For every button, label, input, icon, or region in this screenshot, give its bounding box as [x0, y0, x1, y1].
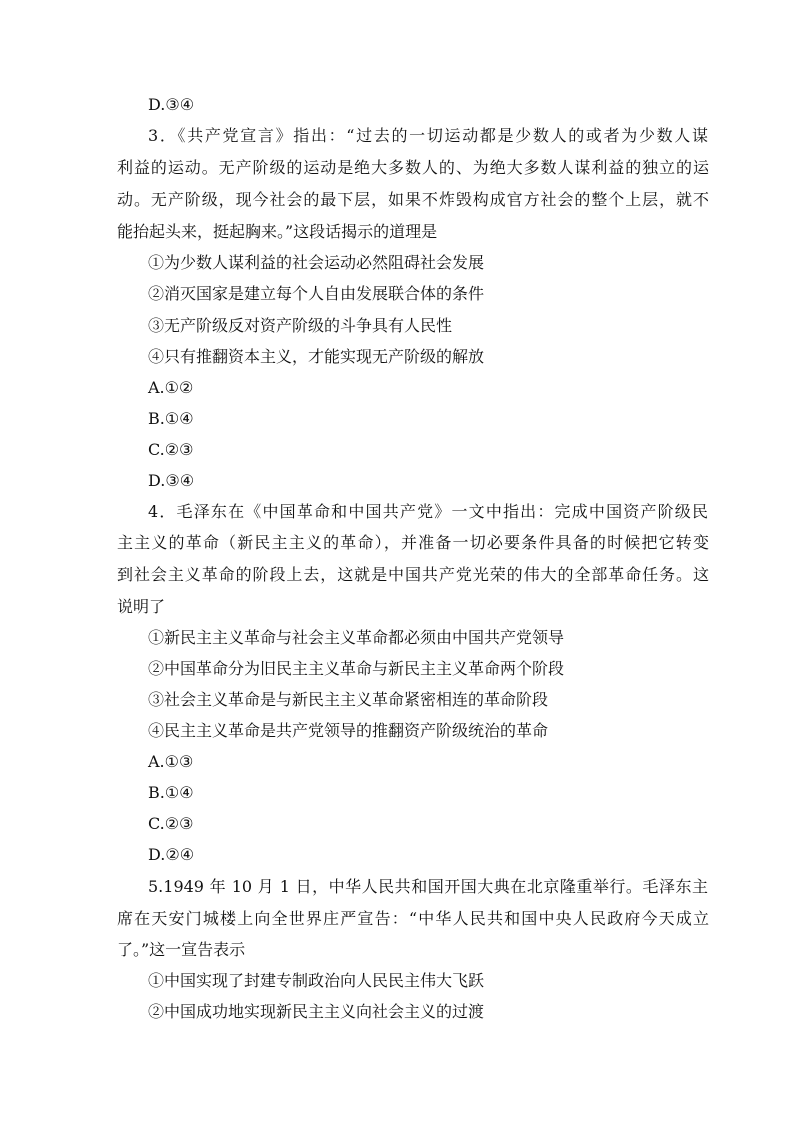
q3-stem-line-4: 能抬起头来，挺起胸来。”这段话揭示的道理是 — [117, 222, 438, 241]
q5-stem-line-1: 5.1949 年 10 月 1 日，中华人民共和国开国大典在北京隆重举行。毛泽东主 — [148, 877, 708, 896]
q5-statement-2: ②中国成功地实现新民主主义向社会主义的过渡 — [148, 1002, 485, 1021]
q4-stem-line-2: 主主义的革命（新民主主义的革命），并准备一切必要条件具备的时候把它转变 — [117, 533, 709, 552]
q5-stem-line-2: 席在天安门城楼上向全世界庄严宣告：“中华人民共和国中央人民政府今天成立 — [117, 909, 709, 928]
q3-stem-line-3: 动。无产阶级，现今社会的最下层，如果不炸毁构成官方社会的整个上层，就不 — [117, 190, 709, 209]
q3-statement-1: ①为少数人谋利益的社会运动必然阻碍社会发展 — [148, 253, 485, 272]
q3-statement-3: ③无产阶级反对资产阶级的斗争具有人民性 — [148, 316, 453, 335]
q3-option-c: C.②③ — [148, 440, 194, 459]
q5-statement-1: ①中国实现了封建专制政治向人民民主伟大飞跃 — [148, 971, 485, 990]
q3-statement-4: ④只有推翻资本主义，才能实现无产阶级的解放 — [148, 347, 485, 366]
q4-option-d: D.②④ — [148, 845, 195, 864]
q4-statement-1: ①新民主主义革命与社会主义革命都必须由中国共产党领导 — [148, 628, 565, 647]
q4-option-b: B.①④ — [148, 783, 194, 802]
q4-statement-3: ③社会主义革命是与新民主主义革命紧密相连的革命阶段 — [148, 690, 549, 709]
q3-stem-line-1: 3．《共产党宣言》指出：“过去的一切运动都是少数人的或者为少数人谋 — [148, 126, 708, 145]
q4-option-a: A.①③ — [148, 752, 194, 771]
q3-option-a: A.①② — [148, 378, 194, 397]
q3-stem-line-2: 利益的运动。无产阶级的运动是绝大多数人的、为绝大多数人谋利益的独立的运 — [117, 158, 709, 177]
q4-statement-4: ④民主主义革命是共产党领导的推翻资产阶级统治的革命 — [148, 721, 549, 740]
q4-statement-2: ②中国革命分为旧民主主义革命与新民主主义革命两个阶段 — [148, 659, 565, 678]
q4-stem-line-4: 说明了 — [117, 597, 166, 616]
q2-option-d: D.③④ — [148, 95, 195, 114]
q3-option-b: B.①④ — [148, 409, 194, 428]
q4-stem-line-1: 4．毛泽东在《中国革命和中国共产党》一文中指出：完成中国资产阶级民 — [148, 502, 708, 521]
q3-option-d: D.③④ — [148, 471, 195, 490]
q5-stem-line-3: 了。”这一宣告表示 — [117, 940, 246, 959]
q4-stem-line-3: 到社会主义革命的阶段上去，这就是中国共产党光荣的伟大的全部革命任务。这 — [117, 565, 709, 584]
q4-option-c: C.②③ — [148, 814, 194, 833]
q3-statement-2: ②消灭国家是建立每个人自由发展联合体的条件 — [148, 284, 485, 303]
